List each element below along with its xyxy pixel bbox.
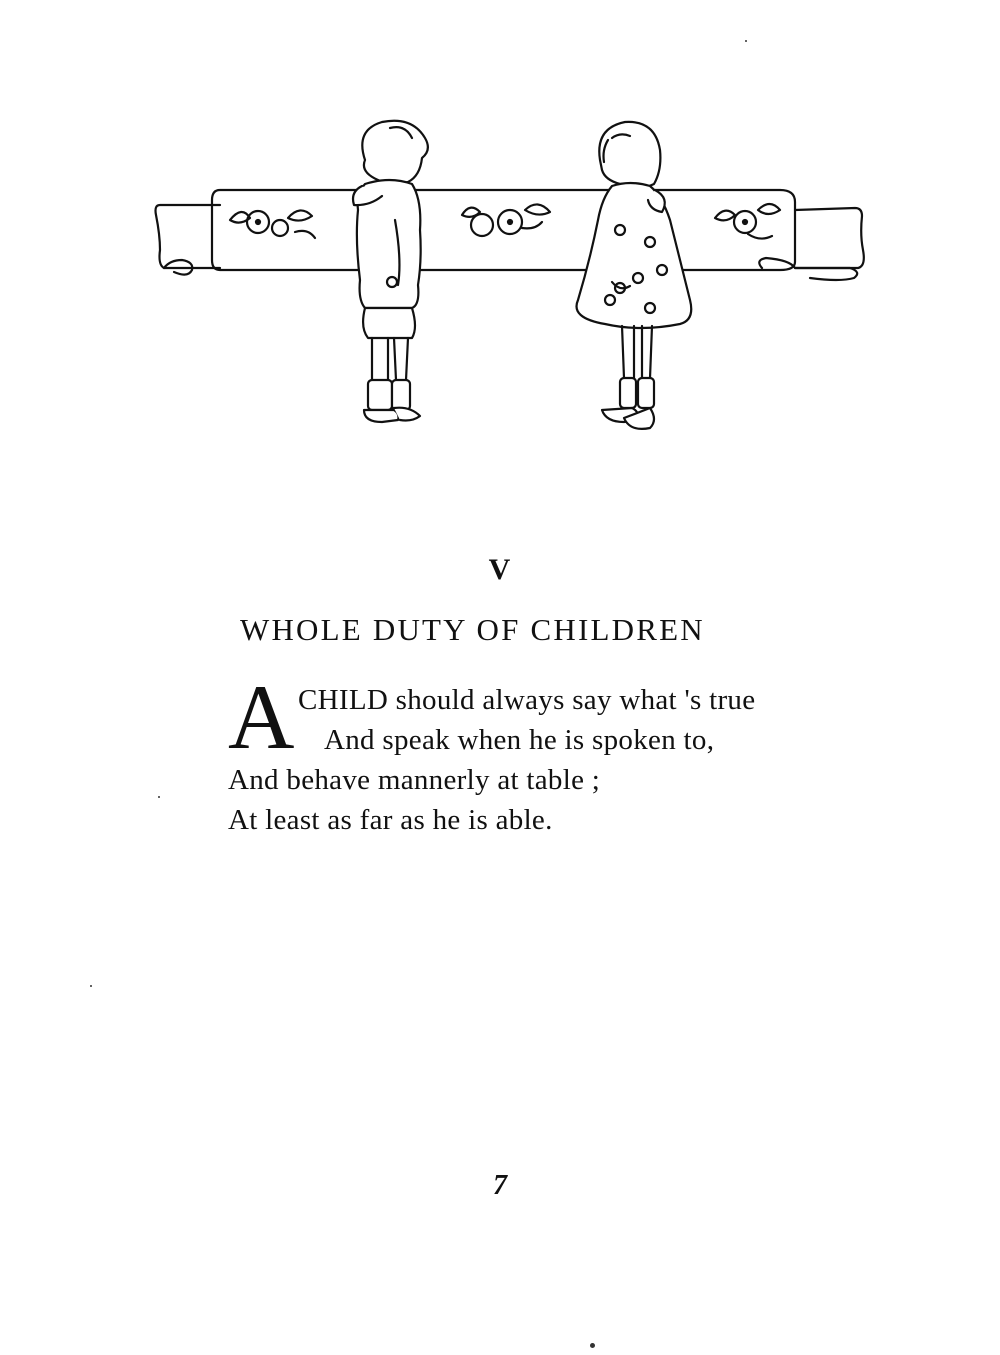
chapter-numeral: V: [488, 553, 512, 586]
page-number: 7: [493, 1170, 507, 1201]
boy-figure: [353, 121, 428, 422]
apple-motif-left: [230, 210, 315, 238]
poem-line: And speak when he is spoken to,: [324, 724, 715, 756]
drop-cap: A: [228, 666, 295, 768]
paper-speck: [158, 796, 160, 798]
apple-motif-center: [462, 204, 550, 236]
poem-body: [228, 666, 868, 840]
poem-line: And behave mannerly at table ;: [228, 764, 601, 796]
poem-line: At least as far as he is able.: [228, 804, 553, 836]
girl-figure: [577, 122, 692, 429]
paper-speck: [590, 1343, 595, 1348]
poem-title: WHOLE DUTY OF CHILDREN: [240, 612, 705, 647]
paper-speck: [90, 985, 92, 987]
children-banner-illustration: [150, 110, 875, 445]
poem-line: CHILD should always say what 's true: [298, 684, 756, 716]
banner-scroll: [156, 190, 864, 280]
apple-motif-right: [715, 204, 780, 239]
paper-speck: [745, 40, 747, 42]
